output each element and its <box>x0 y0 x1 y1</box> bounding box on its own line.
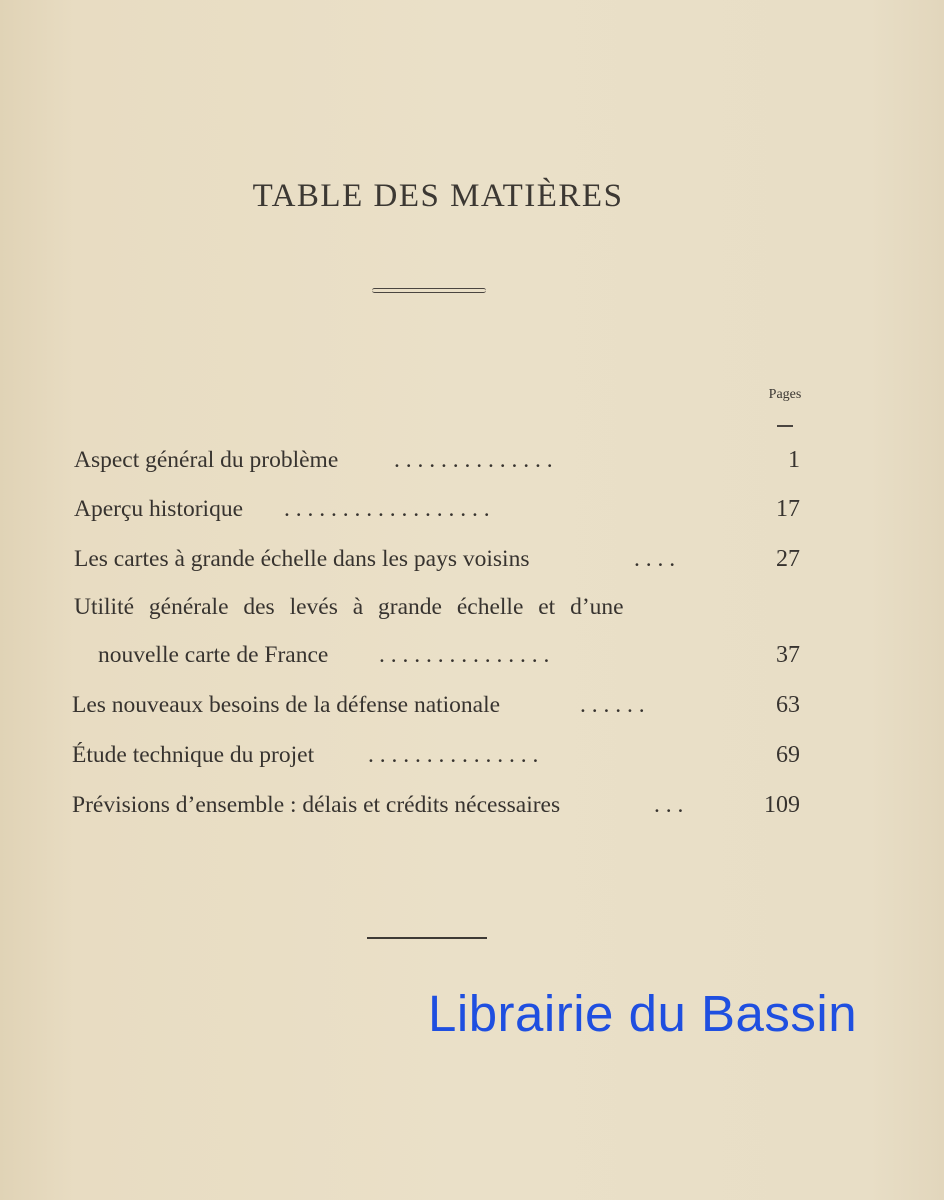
page-title: TABLE DES MATIÈRES <box>252 178 624 214</box>
toc-entry-page: 109 <box>764 792 800 818</box>
toc-entry-title: Aperçu historique <box>74 496 244 522</box>
toc-entry[interactable] <box>74 594 814 684</box>
toc-dot-leaders: . . . . <box>634 546 676 572</box>
toc-entry-page: 17 <box>776 496 800 522</box>
toc-entry-continuation: nouvelle carte de France <box>98 642 329 668</box>
toc-entry-title: Les cartes à grande échelle dans les pays voisins <box>74 546 530 572</box>
toc-entry-page: 1 <box>788 447 800 473</box>
pages-header-dash <box>777 425 793 427</box>
toc-entry-page: 69 <box>776 742 800 768</box>
toc-dot-leaders: . . . . . . . . . . . . . . . <box>379 642 550 668</box>
toc-entry-title: Aspect général du problème <box>74 447 339 473</box>
toc-entry-title: Prévisions d’ensemble : délais et crédits nécessaires <box>72 792 561 818</box>
closing-rule <box>367 937 487 939</box>
watermark-text: Librairie du Bassin <box>428 985 858 1042</box>
toc-dot-leaders: . . . . . . . . . . . . . . . <box>368 742 539 768</box>
toc-dot-leaders: . . . . . . . . . . . . . . <box>394 447 553 473</box>
toc-entry-page: 27 <box>776 546 800 572</box>
toc-entry-title: Les nouveaux besoins de la défense nationale <box>72 692 501 718</box>
pages-column-header: Pages <box>768 387 802 402</box>
toc-entry-title: Utilité générale des levés à grande échelle et d’une <box>74 594 624 620</box>
toc-entry-page: 63 <box>776 692 800 718</box>
toc-dot-leaders: . . . <box>654 792 684 818</box>
toc-entry-page: 37 <box>776 642 800 668</box>
toc-dot-leaders: . . . . . . . . . . . . . . . . . . <box>284 496 490 522</box>
toc-dot-leaders: . . . . . . <box>580 692 645 718</box>
toc-entry-title: Étude technique du projet <box>72 742 315 768</box>
title-ornament-rule <box>372 288 486 293</box>
